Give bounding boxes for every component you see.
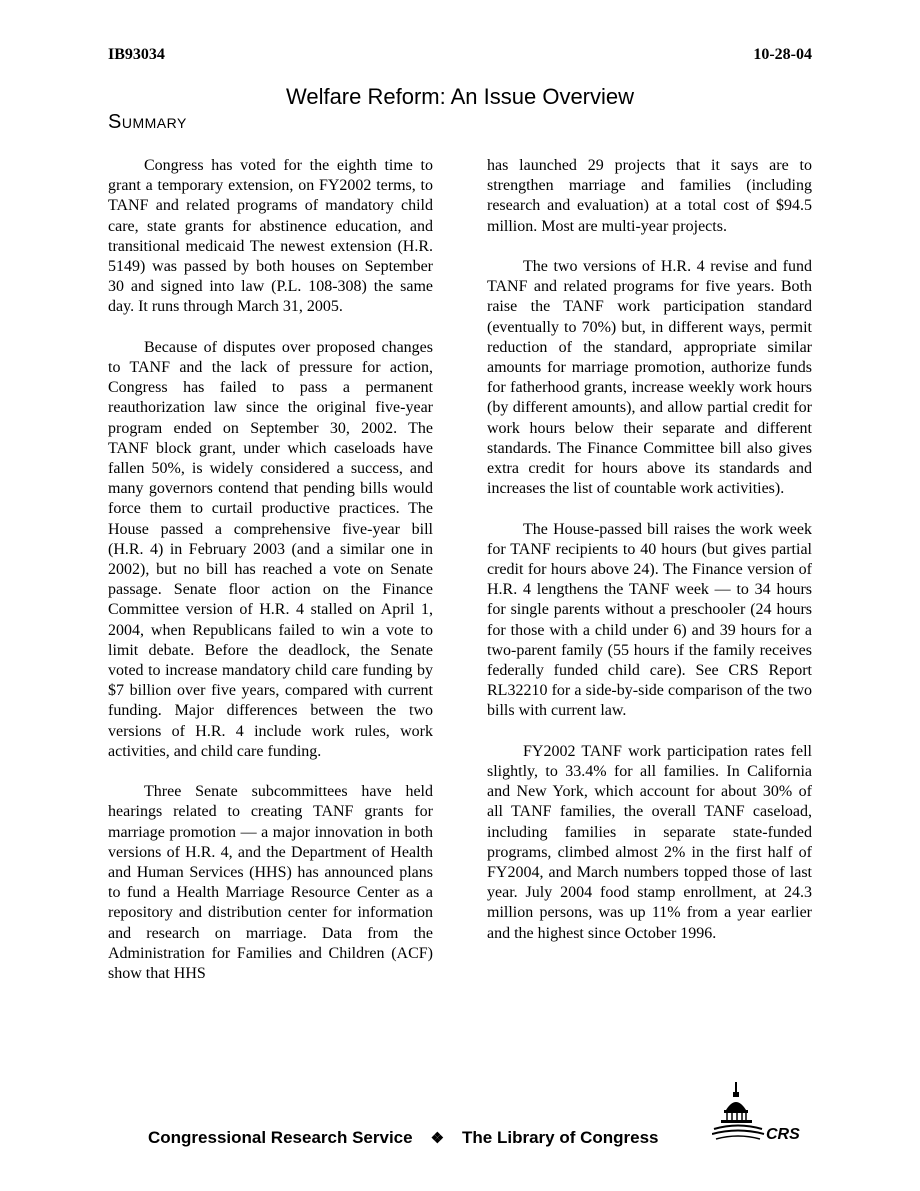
- section-heading: Summary: [108, 111, 187, 133]
- document-id: IB93034: [108, 46, 165, 63]
- paragraph: The two versions of H.R. 4 revise and fund TANF and related programs for five years. Both raise the TANF work participation standard (eventually to 70%) but, in different ways, permit reduction of the standard, appropriate similar amounts for marriage promotion, authorize funds for fatherhood grants, increase weekly work hours (by different amounts), and allow partial credit for work hours below their separate and different standards. The Finance Committee bill also gives extra credit for hours above its standards and increases the list of countable work activities).: [487, 258, 812, 498]
- document-date: 10-28-04: [753, 46, 812, 63]
- footer-separator: ❖: [430, 1130, 445, 1147]
- footer: [148, 1128, 659, 1148]
- paragraph: Congress has voted for the eighth time to grant a temporary extension, on FY2002 terms, to TANF and related programs of mandatory child care, state grants for abstinence education, and transitional medicaid The newest extension (H.R. 5149) was passed by both houses on September 30 and signed into law (P.L. 108-308) the same day. It runs through March 31, 2005.: [108, 157, 433, 316]
- left-column: [108, 156, 433, 1004]
- capitol-dome-icon: [712, 1082, 812, 1148]
- paragraph: Three Senate subcommittees have held hearings related to creating TANF grants for marriage promotion — a major innovation in both versions of H.R. 4, and the Department of Health and Human Services (HHS) has announced plans to fund a Health Marriage Resource Center as a repository and distribution center for information and research on marriage. Data from the Administration for Families and Children (ACF) show that HHS: [108, 783, 433, 983]
- paragraph: has launched 29 projects that it says are to strengthen marriage and families (including research and evaluation) at a total cost of $94.5 million. Most are multi-year projects.: [487, 157, 812, 235]
- footer-library: The Library of Congress: [462, 1128, 659, 1147]
- paragraph: Because of disputes over proposed changes to TANF and the lack of pressure for action, Congress has failed to pass a permanent reauthorization law since the original five-year program ended on September 30, 2002. The TANF block grant, under which caseloads have fallen 50%, is widely considered a success, and many governors contend that pending bills would force them to curtail productive practices. The House passed a comprehensive five-year bill (H.R. 4) in February 2003 (and a similar one in 2002), but no bill has reached a vote on Senate passage. Senate floor action on the Finance Committee version of H.R. 4 stalled on April 1, 2004, when Republicans failed to win a vote to limit debate. Before the deadlock, the Senate voted to increase mandatory child care funding by $7 billion over five years, compared with current funding. Major differences between the two versions of H.R. 4 include work rules, work activities, and child care funding.: [108, 338, 433, 760]
- crs-logo: [712, 1082, 812, 1148]
- right-column: [487, 156, 812, 964]
- paragraph: FY2002 TANF work participation rates fell slightly, to 33.4% for all families. In California and New York, which account for about 30% of all TANF families, the overall TANF caseload, including families in separate state-funded programs, climbed almost 2% in the first half of FY2004, and March numbers topped those of last year. July 2004 food stamp enrollment, at 24.3 million persons, was up 11% from a year earlier and the highest since October 1996.: [487, 742, 812, 942]
- page-title: Welfare Reform: An Issue Overview: [285, 84, 635, 109]
- logo-text: CRS: [766, 1126, 800, 1143]
- footer-org: Congressional Research Service: [148, 1128, 413, 1147]
- paragraph: The House-passed bill raises the work week for TANF recipients to 40 hours (but gives partial credit for hours above 24). The Finance version of H.R. 4 lengthens the TANF week — to 34 hours for single parents without a preschooler (24 hours for those with a child under 6) and 39 hours for a two-parent family (55 hours if the family receives federally funded child care). See CRS Report RL32210 for a side-by-side comparison of the two bills with current law.: [487, 520, 812, 720]
